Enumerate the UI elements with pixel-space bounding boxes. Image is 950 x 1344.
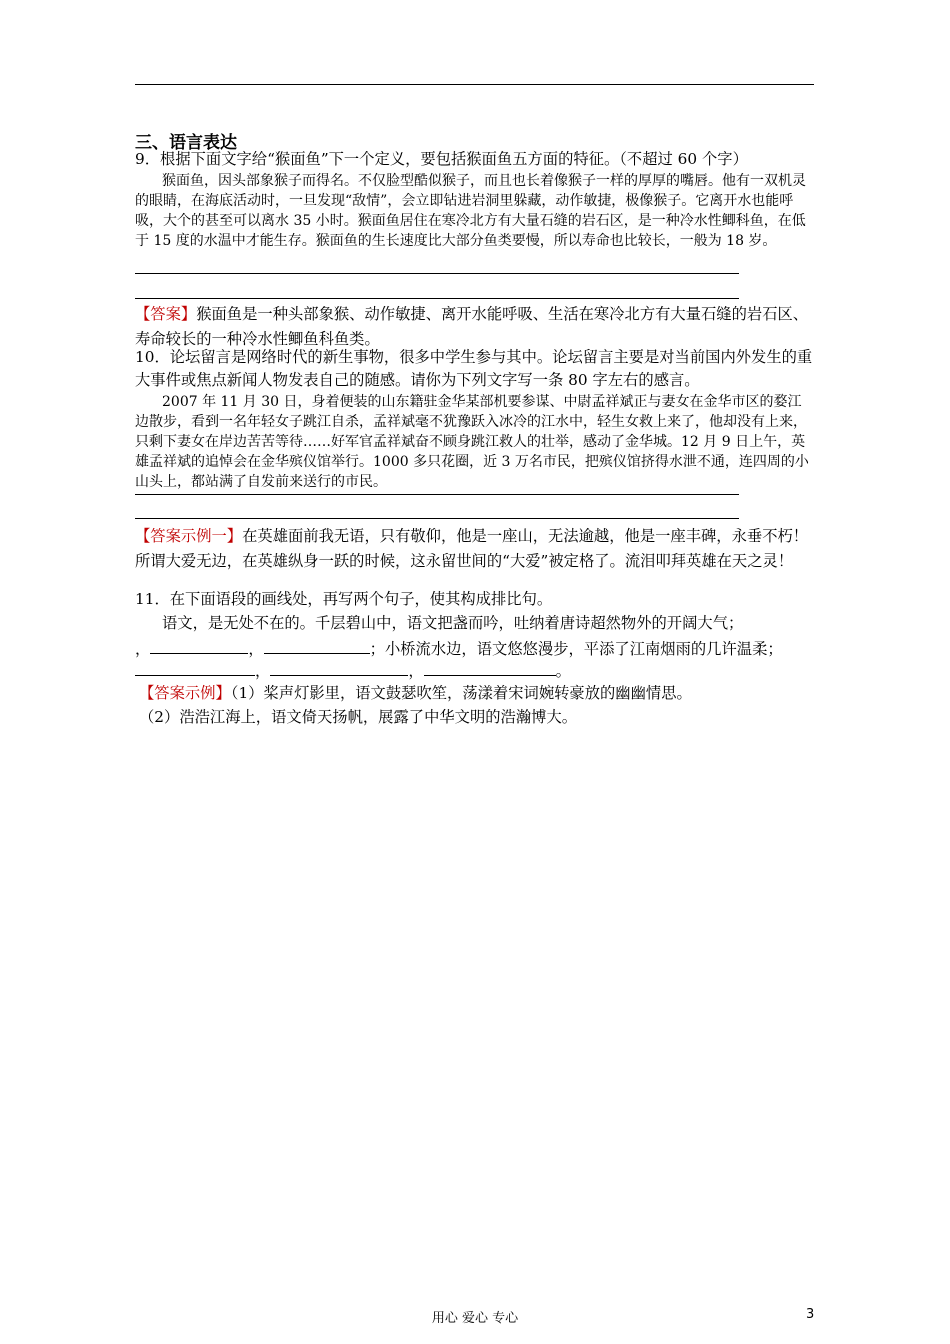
line-2-text: 小桥流水边，语文悠悠漫步，平添了江南烟雨的几许温柔；: [384, 640, 783, 658]
question-10-passage: 2007 年 11 月 30 日，身着便装的山东籍驻金华某部机要参谋、中尉孟祥斌正与妻女在金华市区的婺江边散步，看到一名年轻女子跳江自杀，孟祥斌毫不犹豫跃入冰冷的江水中，轻生女救上来了，他却没有上来，只剩下妻女在岸边苦苦等待……好军官孟祥斌奋不顾身跳江救人的壮举，感动了金华城。12 月 9 日上午，英雄孟祥斌的追悼会在金华殡仪馆举行。1000 多只花圈，近 3 万名市民，把殡仪馆挤得水泄不通，连四周的小山头上，都站满了自发前来送行的市民。: [135, 394, 809, 490]
answer-text: 猴面鱼是一种头部象猴、动作敏捷、离开水能呼吸、生活在寒冷北方有大量石缝的岩石区、寿命较长的一种冷水性鲫鱼科鱼类。: [135, 305, 809, 348]
comma: ，: [408, 662, 424, 680]
answer-tag: 【答案示例】: [139, 684, 231, 702]
fill-blank[interactable]: [150, 636, 248, 654]
answer-line: [135, 273, 739, 274]
question-9-prompt: 9．根据下面文字给“猴面鱼”下一个定义，要包括猴面鱼五方面的特征。（不超过 60 个字）: [135, 150, 748, 168]
answer-line: [135, 518, 739, 519]
fill-blank[interactable]: [135, 658, 255, 676]
comma: ，: [135, 640, 151, 658]
fill-blank[interactable]: [424, 658, 556, 676]
question-10-prompt: 10．论坛留言是网络时代的新生事物，很多中学生参与其中。论坛留言主要是对当前国内外发生的重大事件或焦点新闻人物发表自己的随感。请你为下列文字写一条 80 字左右的感言。: [135, 348, 813, 389]
answer-tag: 【答案示例一】: [135, 527, 243, 545]
answer-text: 在英雄面前我无语，只有敬仰，他是一座山，无法逾越，他是一座丰碑，永垂不朽！所谓大爱无边，在英雄纵身一跃的时候，这永留世间的“大爱”被定格了。流泪叩拜英雄在天之灵！: [135, 527, 809, 570]
fill-blank[interactable]: [270, 658, 408, 676]
question-10-answer: [135, 524, 815, 574]
semicolon: ；: [369, 640, 385, 658]
period: 。: [555, 662, 571, 680]
question-11-answer-2: （2）浩浩江海上，语文倚天扬帆，展露了中华文明的浩瀚博大。: [139, 708, 578, 726]
question-11-prompt: 11．在下面语段的画线处，再写两个句子，使其构成排比句。: [135, 590, 553, 608]
question-9-passage: 猴面鱼，因头部象猴子而得名。不仅脸型酷似猴子，而且也长着像猴子一样的厚厚的嘴唇。他有一双机灵的眼睛，在海底活动时，一旦发现“敌情”，会立即钻进岩洞里躲藏，动作敏捷，极像猴子。它离开水也能呼吸，大个的甚至可以离水 35 小时。猴面鱼居住在寒冷北方有大量石缝的岩石区，是一种冷水性鲫科鱼，在低于 15 度的水温中才能生存。猴面鱼的生长速度比大部分鱼类要慢，所以寿命也比较长，一般为 18 岁。: [135, 173, 806, 249]
comma: ，: [248, 640, 264, 658]
question-11-answer-1: [139, 682, 819, 705]
answer-text: （1）桨声灯影里，语文鼓瑟吹笙，荡漾着宋词婉转豪放的幽幽情思。: [230, 684, 692, 702]
fill-blank[interactable]: [264, 636, 370, 654]
footer-motto: 用心 爱心 专心: [431, 1311, 519, 1326]
answer-line: [135, 298, 739, 299]
section-heading: 三、语言表达: [135, 133, 237, 153]
comma: ，: [255, 662, 271, 680]
header-rule: [135, 84, 814, 85]
page-number: 3: [806, 1307, 815, 1322]
question-11-line-1: 语文，是无处不在的。千层碧山中，语文把盏而吟，吐纳着唐诗超然物外的开阔大气；: [162, 614, 744, 632]
answer-line: [135, 494, 739, 495]
answer-tag: 【答案】: [135, 305, 197, 323]
question-9-answer: [135, 302, 815, 352]
question-11-line-3: [135, 658, 815, 683]
